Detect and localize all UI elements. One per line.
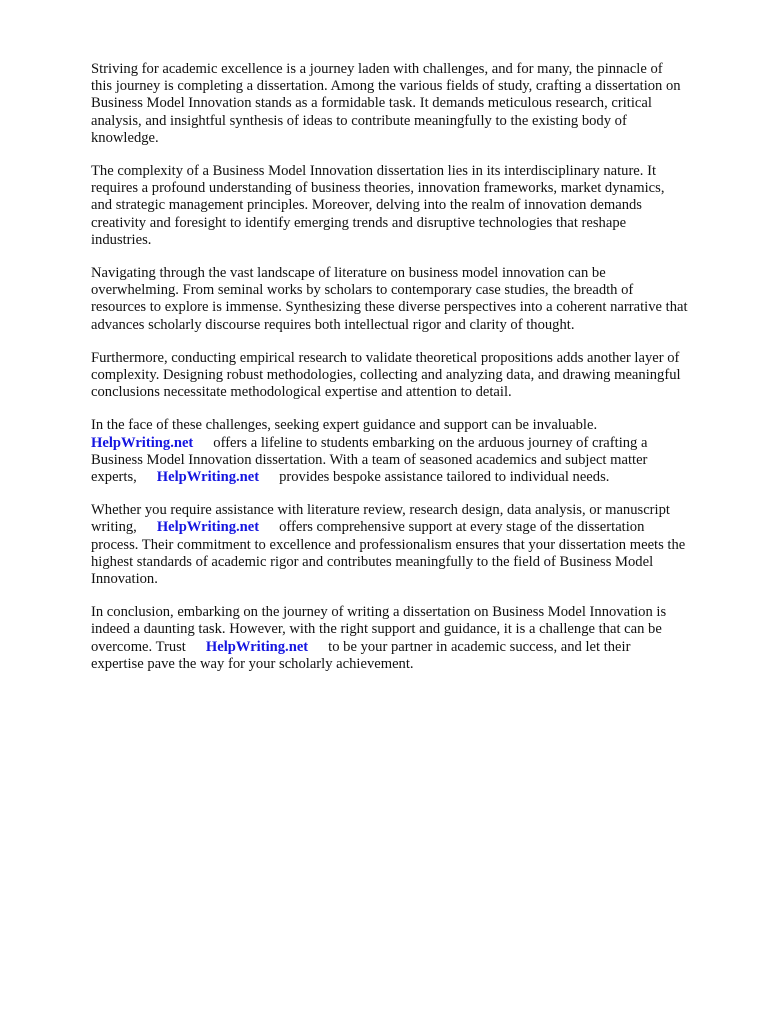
paragraph-support (91, 502, 731, 588)
paragraph-guidance (91, 417, 731, 486)
text-line: complexity. Designing robust methodologies, collecting and analyzing data, and drawing meaningful (91, 367, 681, 384)
text-line (91, 519, 731, 536)
text-fragment: provides bespoke assistance tailored to individual needs. (279, 469, 610, 486)
text-fragment: offers a lifeline to students embarking on the arduous journey of crafting a (213, 434, 648, 451)
text-line: this journey is completing a dissertation. Among the various fields of study, crafting a dissertation on (91, 78, 681, 95)
text-line: process. Their commitment to excellence and professionalism ensures that your dissertation meets the (91, 536, 686, 553)
text-line: conclusions necessitate methodological expertise and attention to detail. (91, 384, 512, 401)
text-line: knowledge. (91, 129, 159, 146)
text-line: analysis, and insightful synthesis of ideas to contribute meaningfully to the existing body of (91, 112, 627, 129)
text-line: Business Model Innovation stands as a formidable task. It demands meticulous research, critical (91, 95, 652, 112)
text-line: Whether you require assistance with literature review, research design, data analysis, or manuscript (91, 502, 670, 519)
text-line (91, 469, 731, 486)
text-line: resources to explore is immense. Synthesizing these diverse perspectives into a coherent narrative that (91, 299, 688, 316)
text-line (91, 639, 731, 656)
paragraph-literature (91, 265, 731, 334)
text-line: Innovation. (91, 571, 158, 588)
paragraph-intro (91, 61, 731, 147)
document-page (91, 61, 731, 689)
text-line: The complexity of a Business Model Innovation dissertation lies in its interdisciplinary nature. It (91, 163, 656, 180)
helpwriting-link[interactable]: HelpWriting.net (91, 434, 194, 451)
text-line: advances scholarly discourse requires both intellectual rigor and clarity of thought. (91, 316, 575, 333)
paragraph-research (91, 350, 731, 402)
helpwriting-link[interactable]: HelpWriting.net (205, 638, 309, 655)
text-fragment: writing, (91, 519, 137, 536)
paragraph-conclusion (91, 604, 731, 673)
text-line: In the face of these challenges, seeking expert guidance and support can be invaluable. (91, 417, 598, 434)
text-line: Furthermore, conducting empirical research to validate theoretical propositions adds another layer of (91, 349, 680, 366)
text-line: Navigating through the vast landscape of literature on business model innovation can be (91, 265, 606, 282)
text-line: creativity and foresight to identify emerging trends and disruptive technologies that reshape (91, 214, 627, 231)
text-line (91, 435, 731, 452)
paragraph-complexity (91, 163, 731, 249)
text-line: Business Model Innovation dissertation. With a team of seasoned academics and subject matter (91, 451, 648, 468)
text-line: and strategic management principles. Moreover, delving into the realm of innovation demands (91, 197, 642, 214)
text-line: overwhelming. From seminal works by scholars to contemporary case studies, the breadth of (91, 282, 634, 299)
text-line: industries. (91, 231, 152, 248)
text-line: highest standards of academic rigor and contributes meaningfully to the field of Business Model (91, 553, 654, 570)
helpwriting-link[interactable]: HelpWriting.net (156, 469, 260, 486)
text-line: indeed a daunting task. However, with the right support and guidance, it is a challenge that can be (91, 621, 662, 638)
text-line: Striving for academic excellence is a journey laden with challenges, and for many, the pinnacle of (91, 61, 663, 77)
text-fragment: experts, (91, 469, 137, 486)
text-line: requires a profound understanding of business theories, innovation frameworks, market dynamics, (91, 180, 665, 197)
text-fragment: overcome. Trust (91, 638, 186, 655)
text-fragment: offers comprehensive support at every stage of the dissertation (279, 519, 645, 536)
text-fragment: to be your partner in academic success, and let their (328, 638, 631, 655)
helpwriting-link[interactable]: HelpWriting.net (156, 519, 260, 536)
text-line: expertise pave the way for your scholarly achievement. (91, 655, 414, 672)
text-line: In conclusion, embarking on the journey of writing a dissertation on Business Model Innovation is (91, 604, 667, 621)
